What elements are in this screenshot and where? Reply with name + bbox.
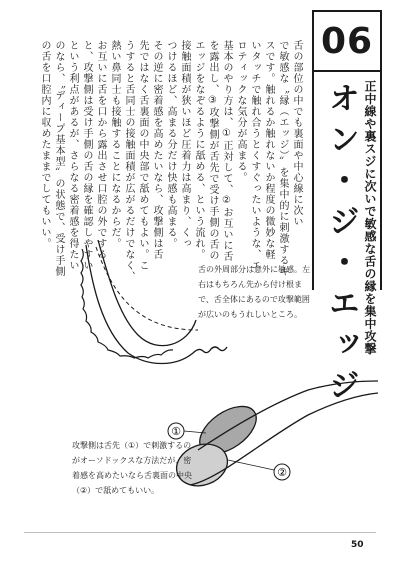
body-line: エッジをなぞるように舐める、という流れ。 bbox=[193, 40, 204, 260]
body-line: つけるほど、高まる分だけ快感も高まる。 bbox=[165, 40, 176, 249]
marker-2-leader bbox=[228, 460, 274, 470]
body-line: 接触面積が狭いほど圧着力は高まり、くっ bbox=[179, 40, 190, 249]
body-line: という利点があるが、さらなる密着感を得たい bbox=[67, 40, 78, 271]
figure-caption-top: 舌の外周部分は意外に敏感。左右はもちろん先から付け根まで、舌全体にあるので攻撃範囲が広いのもうれしいところ。 bbox=[198, 265, 310, 319]
body-line: スです。触れるか触れないか程度の微妙な軽 bbox=[263, 40, 274, 260]
body-line: 熱い鼻同士も接触することになるからだ。 bbox=[109, 40, 120, 249]
marker-1: ① bbox=[171, 425, 181, 438]
body-line: ロティックな気分が高まる。 bbox=[235, 40, 246, 183]
body-line: と、攻撃側は受け手側の舌の縁を確認しやすい bbox=[81, 40, 92, 271]
body-line: お互いに舌を口から露出させ口腔の外でする bbox=[95, 40, 106, 260]
chapter-number-box bbox=[312, 10, 382, 72]
page-number: 50 bbox=[351, 540, 364, 550]
body-line: の舌を口腔内に収めたままでしてもいい。 bbox=[39, 40, 50, 249]
chapter-number: 06 bbox=[320, 20, 374, 62]
tongue-midline-dashed bbox=[96, 247, 198, 330]
chapter-title: オン・ジ・エッジ bbox=[323, 82, 359, 410]
body-line: いタッチで触れ合うとくすぐったいような、エ bbox=[249, 40, 260, 271]
body-line: 基本のやり方は、①正対して、②お互いに舌 bbox=[221, 40, 232, 262]
body-line: 舌の部位の中でも裏面や中心線に次い bbox=[291, 40, 302, 227]
tongue-wavy-edge bbox=[81, 249, 173, 358]
body-line: を露出し、③攻撃側が舌先で受け手側の舌の bbox=[207, 40, 218, 261]
chapter-subtitle: 正中線や裏スジに次いで敏感な舌の縁を集中攻撃 bbox=[363, 80, 377, 355]
body-line: で敏感な〝縁（エッジ）〟を集中的に刺激するキ bbox=[277, 40, 288, 277]
marker-2: ② bbox=[277, 466, 287, 479]
body-line: うすると舌同士の接触面積が広がるだけでなく、 bbox=[123, 40, 134, 282]
header-rule-right bbox=[380, 10, 382, 290]
footer-rule bbox=[24, 532, 376, 533]
body-line: その逆に密着感を高めたいなら、攻撃側は舌 bbox=[151, 40, 162, 260]
body-line: 先ではなく舌裏面の中央部で舐めてもよい。こ bbox=[137, 40, 148, 271]
figure-caption-bottom: 攻撃側は舌先（①）で刺激するのがオーソドックスな方法だが、密着感を高めたいなら舌裏面の中央（②）で舐めてもいい。 bbox=[72, 441, 192, 495]
body-line: のなら、〝ディープ基本型〟の状態で、受け手側 bbox=[53, 40, 64, 277]
